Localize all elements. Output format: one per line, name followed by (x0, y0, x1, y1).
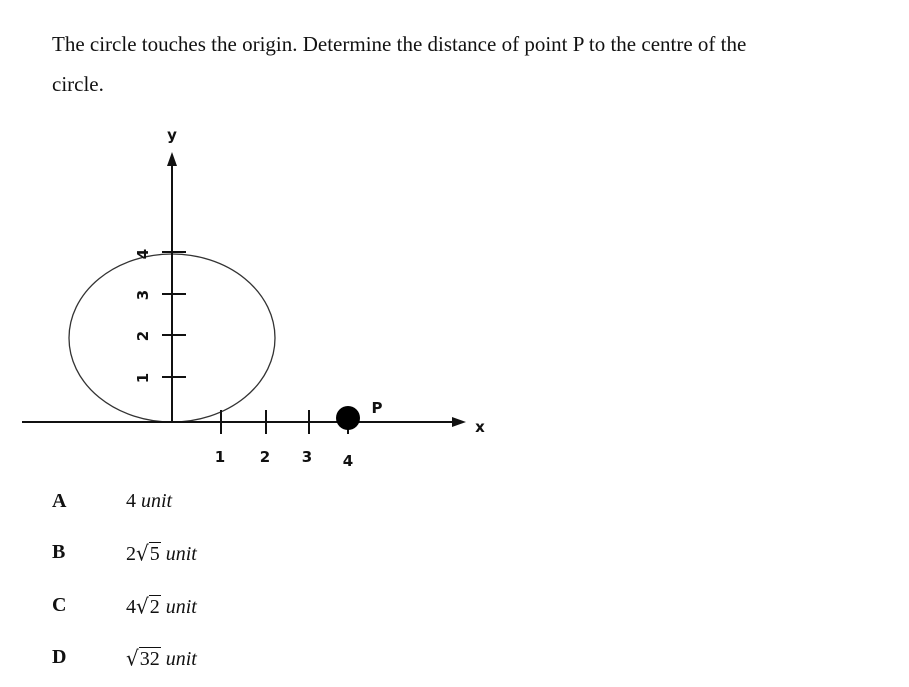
option-b-radicand: 5 (149, 543, 160, 565)
option-a-letter: A (52, 490, 67, 512)
y-tick-label-4: 4 (134, 248, 152, 260)
option-d-letter: D (52, 646, 67, 668)
option-c-radicand: 2 (149, 596, 160, 618)
point-p-label: P (371, 399, 383, 417)
y-tick-label-2: 2 (134, 330, 152, 342)
x-tick-label-3: 3 (301, 448, 313, 466)
x-axis-label: x (475, 418, 485, 436)
question-line-1: The circle touches the origin. Determine the distance of point P to the centre of the (52, 32, 747, 56)
radical-icon: √ (136, 540, 149, 566)
question-line-2: circle. (52, 72, 104, 96)
radical-icon: √ (136, 593, 149, 619)
y-tick-label-3: 3 (134, 289, 152, 301)
x-axis-arrowhead (452, 417, 466, 427)
option-c-coefficient: 4 (126, 596, 136, 618)
point-p-marker (336, 406, 360, 430)
option-d-unit: unit (165, 648, 197, 670)
x-tick-label-1: 1 (214, 448, 226, 466)
x-tick-label-2: 2 (259, 448, 271, 466)
x-tick-label-4: 4 (342, 452, 354, 470)
option-a-coefficient: 4 (126, 490, 136, 512)
y-axis-arrowhead (167, 152, 177, 166)
option-c-letter: C (52, 594, 67, 616)
option-c-unit: unit (165, 596, 197, 618)
option-b-coefficient: 2 (126, 543, 136, 565)
y-tick-label-1: 1 (134, 372, 152, 384)
option-b-letter: B (52, 541, 66, 563)
option-a-unit: unit (141, 490, 173, 512)
option-b-unit: unit (165, 543, 197, 565)
y-axis-label: y (167, 126, 177, 144)
option-d-radicand: 32 (139, 648, 160, 670)
radical-icon: √ (126, 645, 139, 671)
